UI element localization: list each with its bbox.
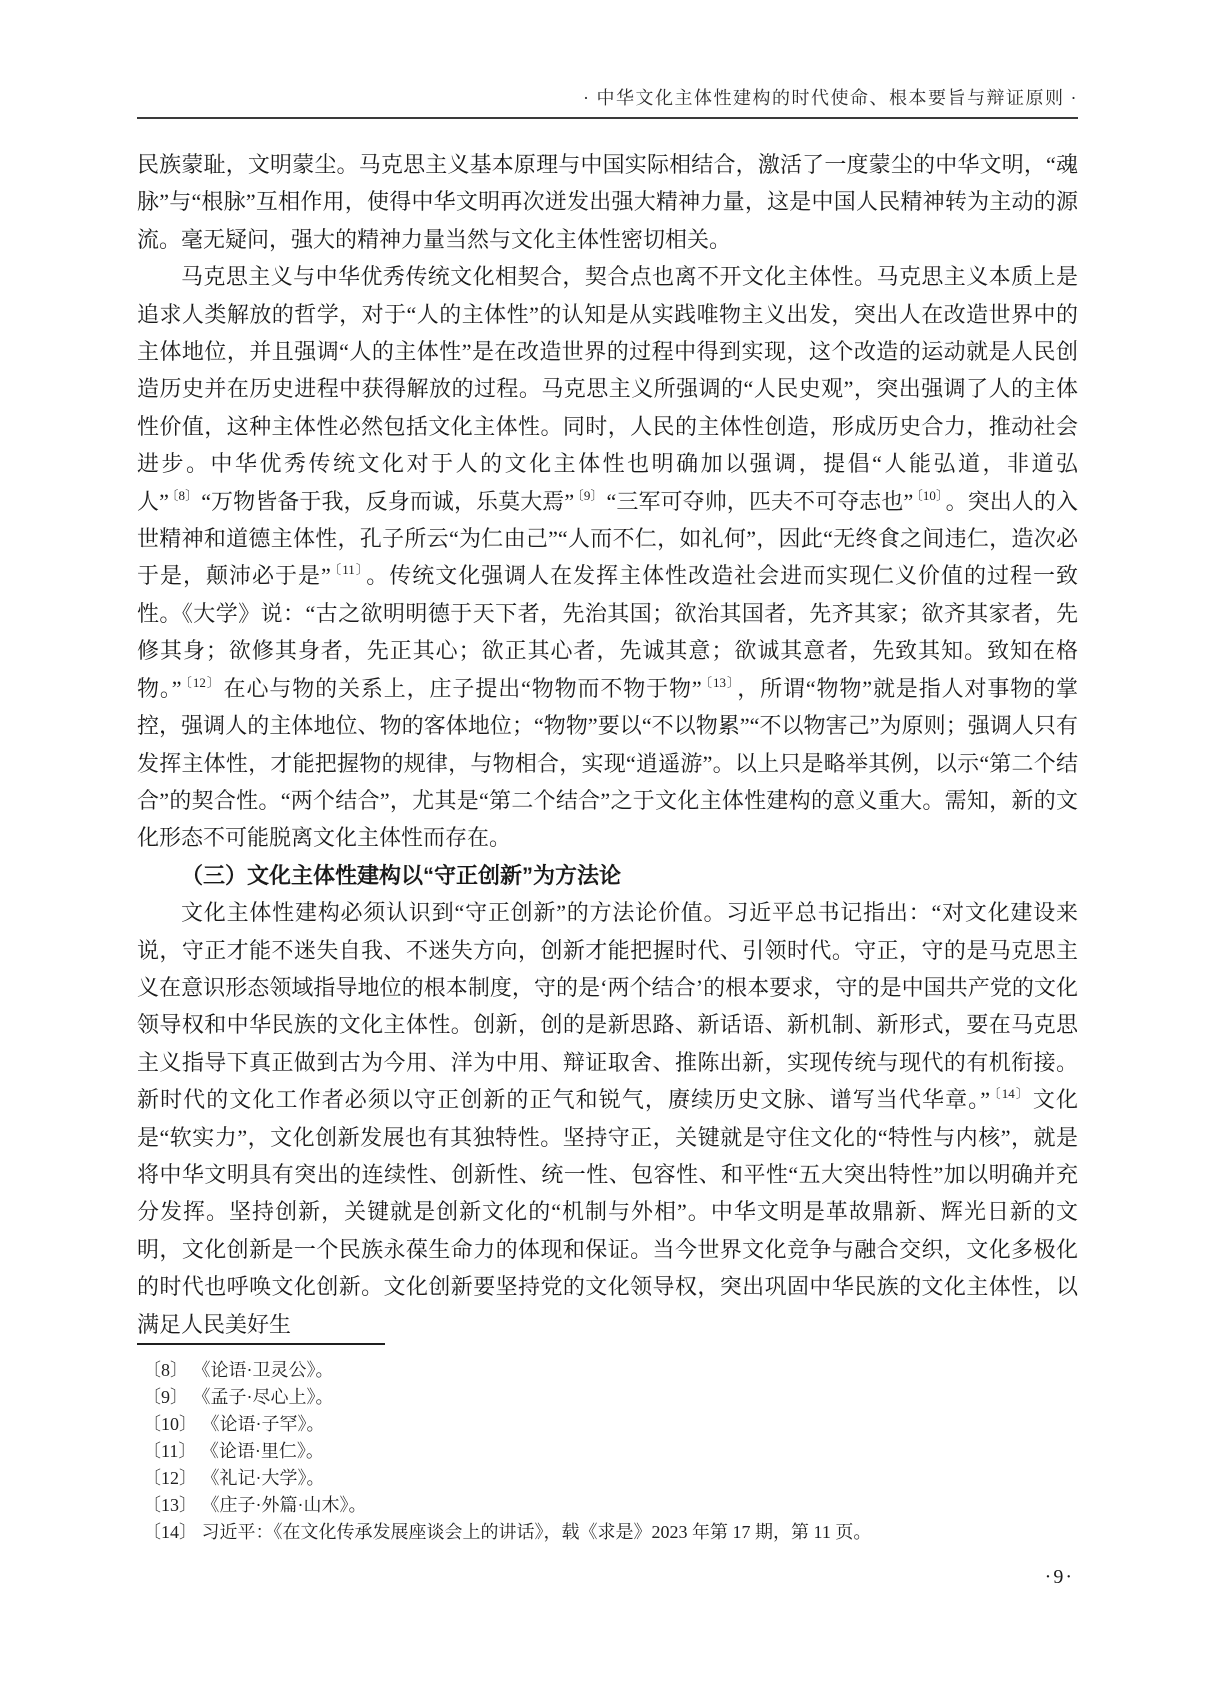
footnote-ref: 〔9〕 <box>577 487 604 503</box>
paragraph <box>137 146 1078 258</box>
footnote-item: 〔14〕 习近平：《在文化传承发展座谈会上的讲话》，载《求是》2023 年第 17 期，第 11 页。 <box>143 1522 872 1542</box>
footnote-item: 〔9〕 《孟子·尽心上》。 <box>143 1387 334 1407</box>
text-segment: （三）文化主体性建构以“守正创新”为方法论 <box>181 862 622 888</box>
text-segment: “万物皆备于我，反身而诚，乐莫大焉” <box>201 488 575 514</box>
text-segment: 。突出人的入世精神和道德主体性，孔子所云“为仁由己”“人而不仁，如礼何”，因此“无终食之间违仁，造次必于是，颠沛必于是” <box>137 488 1078 589</box>
footnote-item: 〔11〕 《论语·里仁》。 <box>143 1441 324 1461</box>
footnote-ref: 〔10〕 <box>916 487 943 503</box>
footnote-ref: 〔14〕 <box>993 1086 1030 1102</box>
footnote-ref: 〔11〕 <box>333 562 364 578</box>
footnotes-list <box>137 1357 1078 1546</box>
running-header <box>137 84 1078 110</box>
text-segment: 文化主体性建构必须认识到“守正创新”的方法论价值。习近平总书记指出：“对文化建设来说，守正才能不迷失自我、不迷失方向，创新才能把握时代、引领时代。守正，守的是马克思主义在意识形态领域指导地位的根本制度，守的是‘两个结合’的根本要求，守的是中国共产党的文化领导权和中华民族的文化主体性。创新，创的是新思路、新话语、新机制、新形式，要在马克思主义指导下真正做到古为今用、洋为中用、辩证取舍、推陈出新，实现传统与现代的有机衔接。新时代的文化工作者必须以守正创新的正气和锐气，赓续历史文脉、谱写当代华章。” <box>137 900 1078 1113</box>
body-text <box>137 146 1078 1343</box>
footnote-separator <box>137 1343 385 1345</box>
text-segment: 。传统文化强调人在发挥主体性改造社会进而实现仁义价值的过程一致性。《大学》说：“古之欲明明德于天下者，先治其国；欲治其国者，先齐其家；欲齐其家者，先修其身；欲修其身者，先正其心；欲正其心者，先诚其意；欲诚其意者，先致其知。致知在格物。” <box>137 563 1078 701</box>
footnote-ref: 〔13〕 <box>704 674 735 690</box>
footnote-item: 〔10〕 《论语·子罕》。 <box>143 1414 325 1434</box>
header-rule <box>137 117 1078 119</box>
footnote-ref: 〔8〕 <box>171 487 199 503</box>
footnote-ref: 〔12〕 <box>184 674 221 690</box>
paragraph <box>137 258 1078 857</box>
paragraph <box>137 894 1078 1343</box>
text-segment: 在心与物的关系上，庄子提出“物物而不物于物” <box>223 675 702 701</box>
text-segment: ，所谓“物物”就是指人对事物的掌控，强调人的主体地位、物的客体地位；“物物”要以“不以物累”“不以物害己”为原则；强调人只有发挥主体性，才能把握物的规律，与物相合，实现“逍遥游”。以上只是略举其例，以示“第二个结合”的契合性。“两个结合”，尤其是“第二个结合”之于文化主体性建构的意义重大。需知，新的文化形态不可能脱离文化主体性而存在。 <box>137 675 1079 851</box>
section-heading <box>137 857 1078 894</box>
text-segment: 民族蒙耻，文明蒙尘。马克思主义基本原理与中国实际相结合，激活了一度蒙尘的中华文明，“魂脉”与“根脉”互相作用，使得中华文明再次迸发出强大精神力量，这是中国人民精神转为主动的源流。毫无疑问，强大的精神力量当然与文化主体性密切相关。 <box>137 152 1078 252</box>
text-segment: 马克思主义与中华优秀传统文化相契合，契合点也离不开文化主体性。马克思主义本质上是追求人类解放的哲学，对于“人的主体性”的认知是从实践唯物主义出发，突出人在改造世界中的主体地位，并且强调“人的主体性”是在改造世界的过程中得到实现，这个改造的运动就是人民创造历史并在历史进程中获得解放的过程。马克思主义所强调的“人民史观”，突出强调了人的主体性价值，这种主体性必然包括文化主体性。同时，人民的主体性创造，形成历史合力，推动社会进步。中华优秀传统文化对于人的文化主体性也明确加以强调，提倡“人能弘道，非道弘人” <box>137 264 1078 514</box>
footnote-item: 〔8〕 《论语·卫灵公》。 <box>143 1360 334 1380</box>
text-segment: “三军可夺帅，匹夫不可夺志也” <box>606 488 914 514</box>
page-number: ·9· <box>1044 1566 1074 1588</box>
footnote-item: 〔12〕 《礼记·大学》。 <box>143 1468 325 1488</box>
footnote-item: 〔13〕 《庄子·外篇·山木》。 <box>143 1495 367 1515</box>
running-title: · 中华文化主体性建构的时代使命、根本要旨与辩证原则 · <box>583 88 1078 108</box>
text-segment: 文化是“软实力”，文化创新发展也有其独特性。坚持守正，关键就是守住文化的“特性与内核”，就是将中华文明具有突出的连续性、创新性、统一性、包容性、和平性“五大突出特性”加以明确并充分发挥。坚持创新，关键就是创新文化的“机制与外相”。中华文明是革故鼎新、辉光日新的文明，文化创新是一个民族永葆生命力的体现和保证。当今世界文化竞争与融合交织，文化多极化的时代也呼唤文化创新。文化创新要坚持党的文化领导权，突出巩固中华民族的文化主体性，以满足人民美好生 <box>137 1087 1078 1337</box>
